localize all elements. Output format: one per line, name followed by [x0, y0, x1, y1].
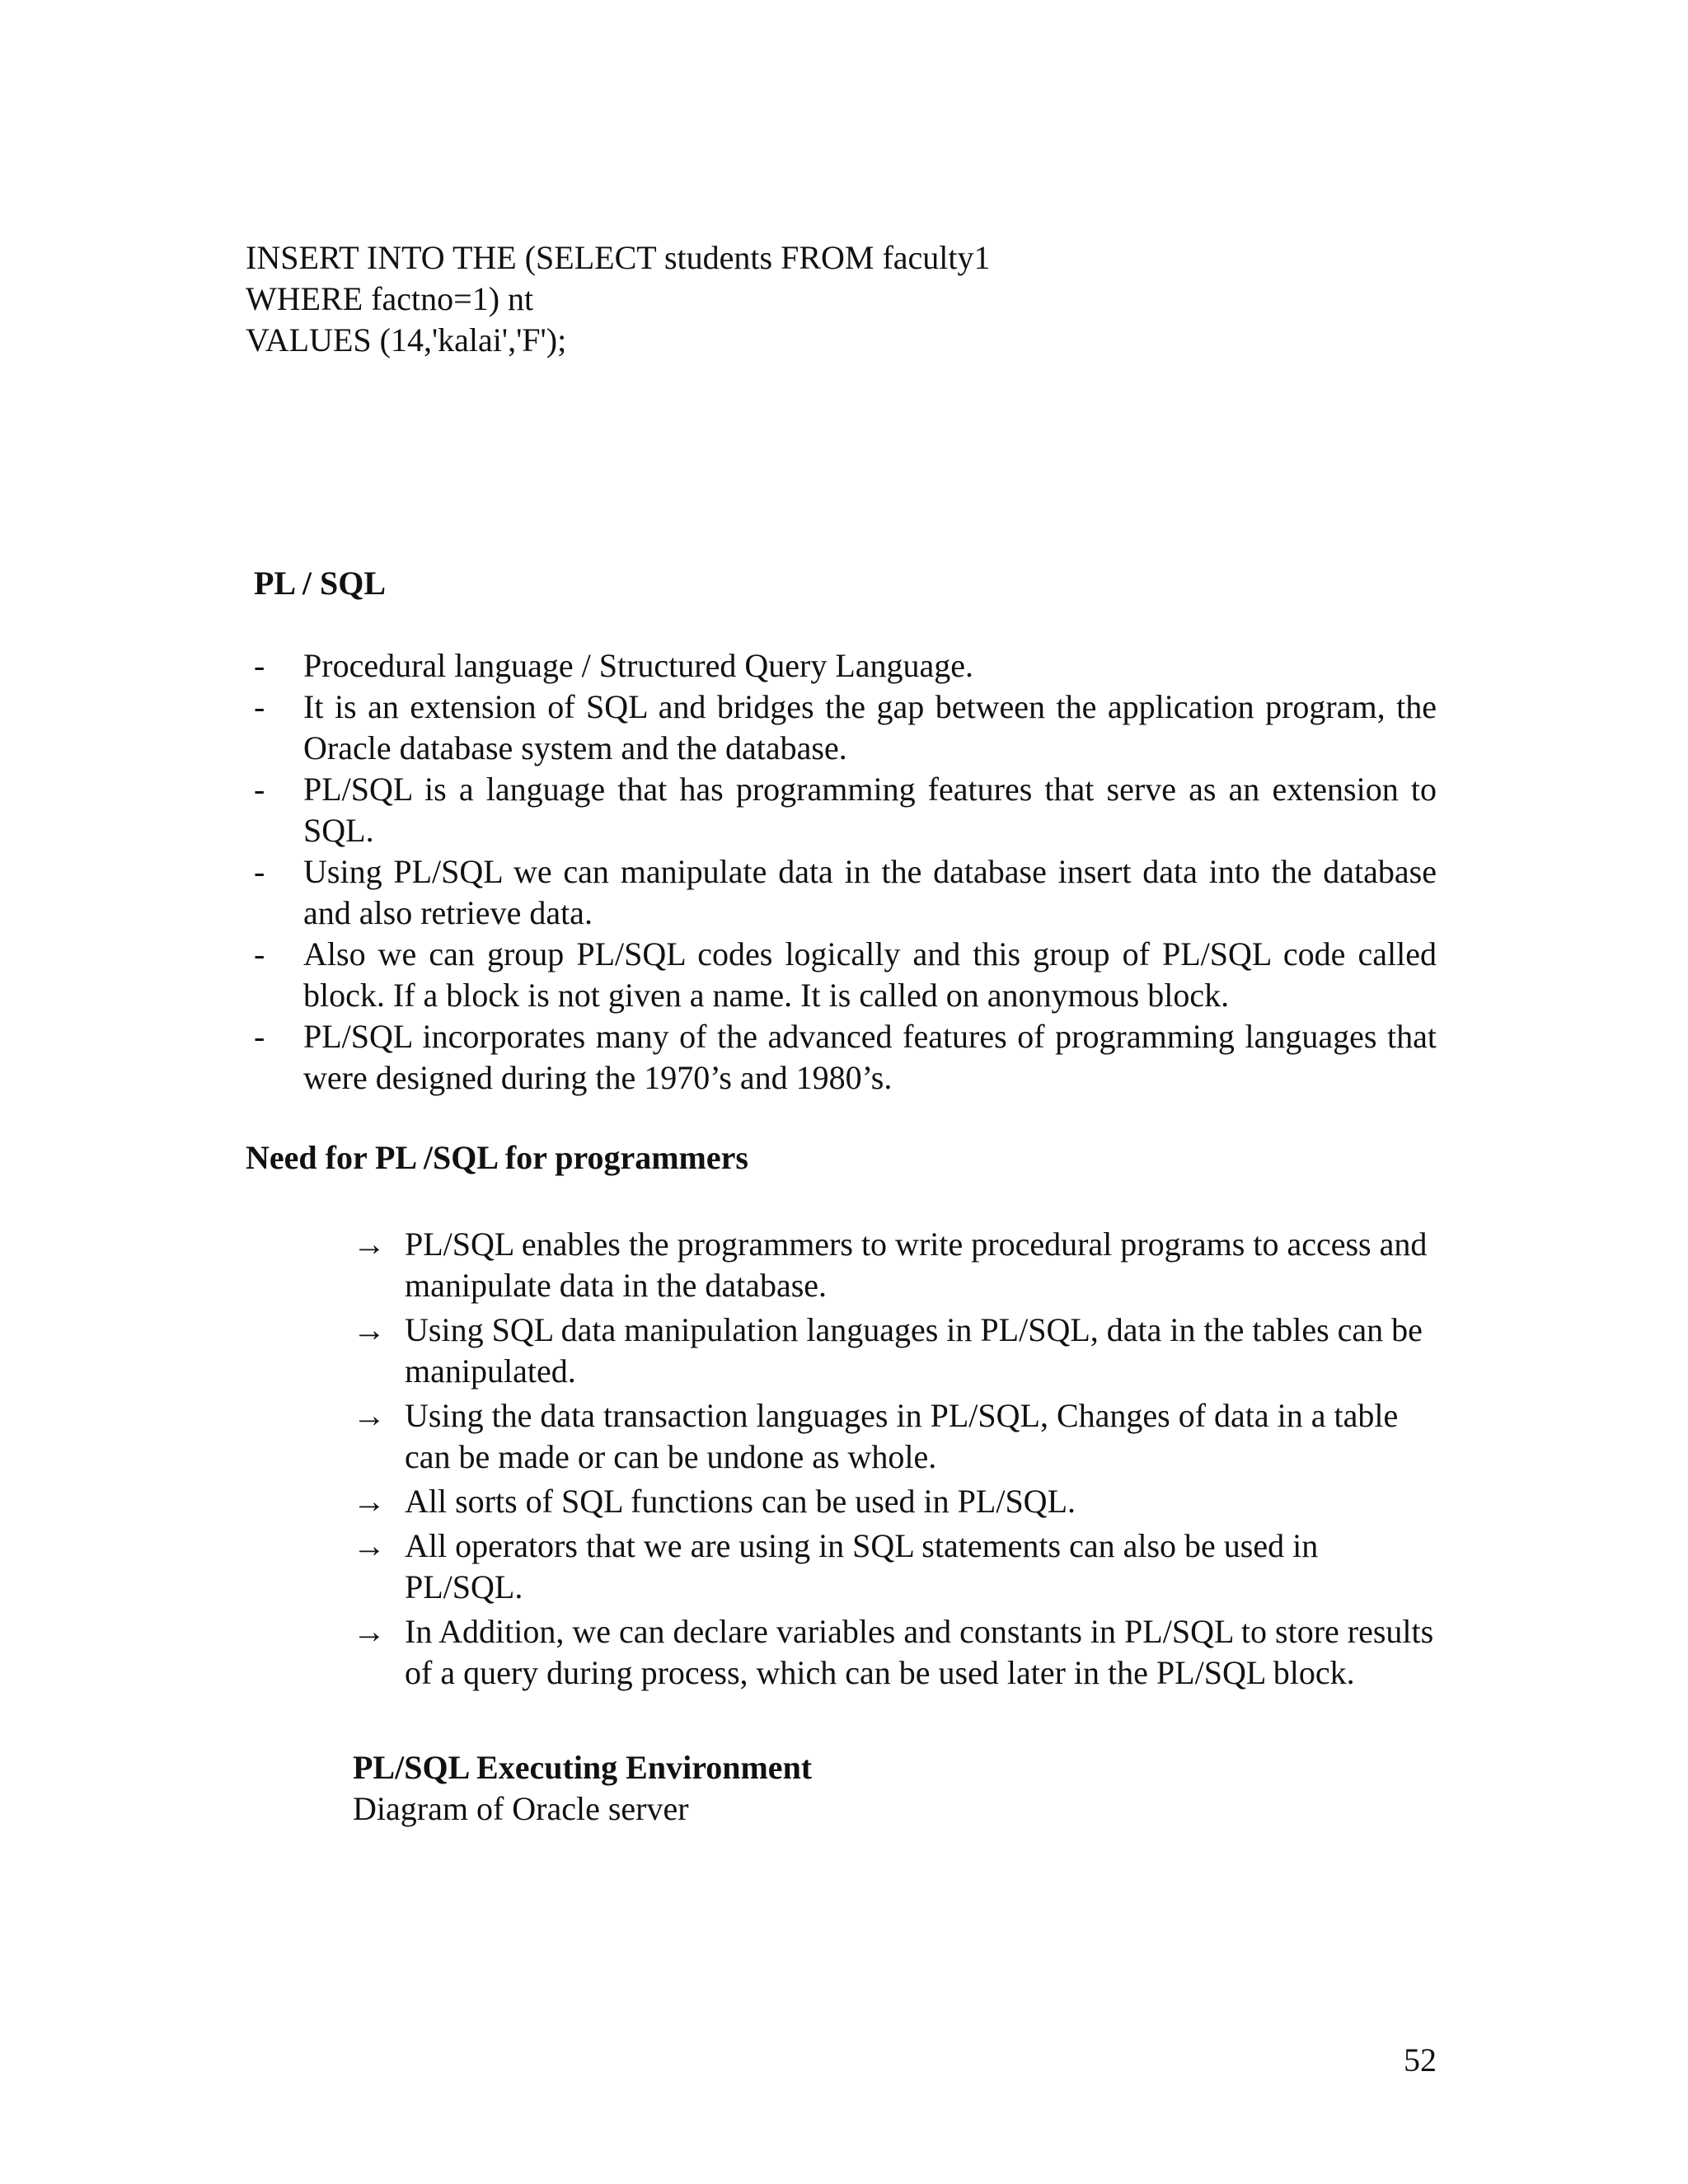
page-number: 52 [1404, 2041, 1437, 2079]
plsql-heading: PL / SQL [254, 565, 387, 602]
list-item [353, 1481, 1437, 1522]
list-item-text: PL/SQL incorporates many of the advanced features of programming languages that were designed during the 1970’s and 1980’s. [303, 1018, 1437, 1096]
arrow-right-icon: → [353, 1311, 386, 1348]
dash-bullet: - [254, 647, 265, 684]
code-line: INSERT INTO THE (SELECT students FROM faculty1 [246, 239, 991, 276]
list-item-text: All operators that we are using in SQL statements can also be used in PL/SQL. [405, 1527, 1319, 1605]
need-bullet-list [353, 1224, 1437, 1697]
plsql-bullet-list [246, 645, 1437, 1099]
dash-bullet: - [254, 1018, 265, 1055]
dash-bullet: - [254, 771, 265, 808]
dash-bullet: - [254, 688, 265, 725]
executing-environment-section [353, 1747, 1424, 1830]
list-item [353, 1611, 1437, 1694]
dash-bullet: - [254, 935, 265, 972]
diagram-caption: Diagram of Oracle server [353, 1790, 689, 1827]
list-item [353, 1395, 1437, 1478]
arrow-right-icon: → [353, 1483, 386, 1520]
dash-bullet: - [254, 853, 265, 890]
list-item [246, 769, 1437, 851]
list-item [353, 1224, 1437, 1306]
list-item-text: Using PL/SQL we can manipulate data in the database insert data into the database and also retrieve data. [303, 853, 1437, 931]
arrow-right-icon: → [353, 1226, 386, 1263]
list-item [353, 1310, 1437, 1392]
list-item-text: Using SQL data manipulation languages in PL/SQL, data in the tables can be manipulated. [405, 1311, 1423, 1390]
arrow-right-icon: → [353, 1527, 386, 1564]
sql-code-block [246, 237, 1482, 361]
list-item-text: Procedural language / Structured Query Language. [303, 647, 974, 684]
code-line: VALUES (14,'kalai','F'); [246, 321, 567, 359]
list-item-text: Using the data transaction languages in PL/SQL, Changes of data in a table can be made or can be undone as whole. [405, 1397, 1399, 1475]
arrow-right-icon: → [353, 1397, 386, 1434]
list-item-text: In Addition, we can declare variables and constants in PL/SQL to store results of a query during process, which can be used later in the PL/SQL block. [405, 1613, 1434, 1691]
need-for-plsql-heading: Need for PL /SQL for programmers [246, 1139, 748, 1176]
arrow-right-icon: → [353, 1613, 386, 1650]
list-item [246, 1016, 1437, 1099]
code-line: WHERE factno=1) nt [246, 280, 534, 317]
executing-environment-heading: PL/SQL Executing Environment [353, 1749, 813, 1786]
list-item [246, 851, 1437, 934]
list-item-text: It is an extension of SQL and bridges the gap between the application program, the Oracle database system and the database. [303, 688, 1437, 766]
list-item [246, 687, 1437, 769]
list-item-text: All sorts of SQL functions can be used in PL/SQL. [405, 1483, 1076, 1520]
list-item-text: PL/SQL enables the programmers to write procedural programs to access and manipulate data in the database. [405, 1226, 1428, 1304]
list-item-text: PL/SQL is a language that has programming features that serve as an extension to SQL. [303, 771, 1437, 849]
list-item [246, 645, 1437, 687]
list-item [246, 934, 1437, 1016]
list-item-text: Also we can group PL/SQL codes logically and this group of PL/SQL code called block. If a block is not given a name. It is called on anonymous block. [303, 935, 1437, 1014]
list-item [353, 1526, 1437, 1608]
